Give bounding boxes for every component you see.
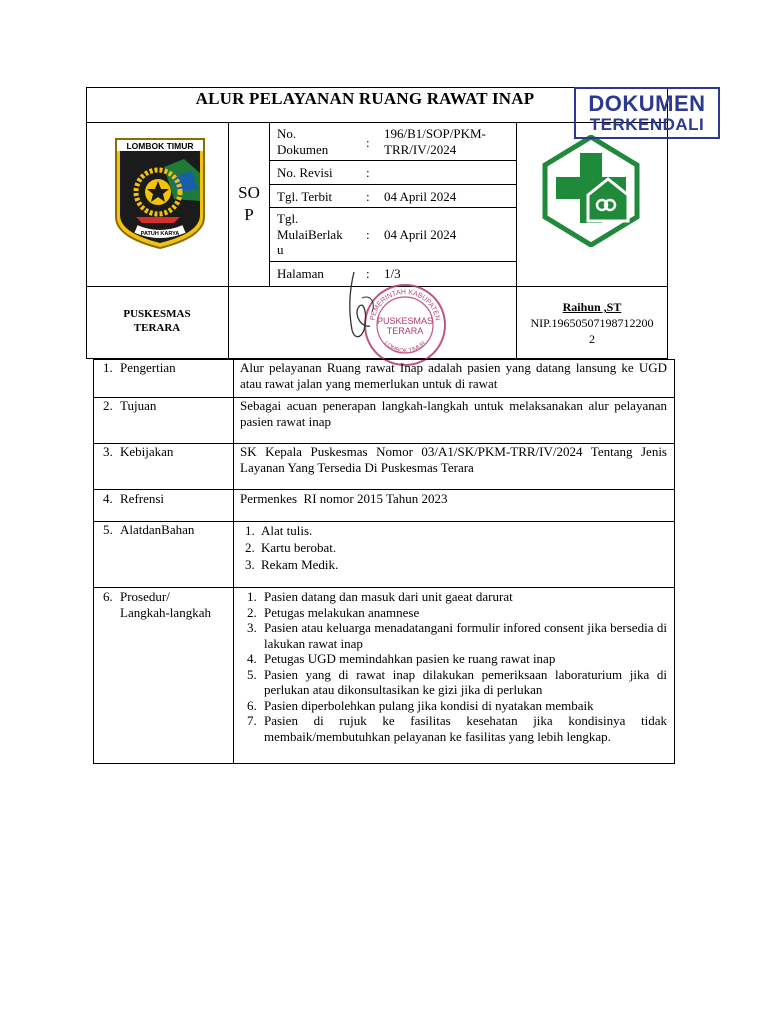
signer-nip: NIP.19650507198712200 <box>530 316 654 330</box>
meta-sep: : <box>366 189 370 204</box>
section-label-kebijakan: Kebijakan <box>120 444 174 459</box>
meta-label-tgl-terbit: Tgl. Terbit <box>277 189 333 204</box>
dokumen-terkendali-stamp: DOKUMEN TERKENDALI <box>574 87 720 139</box>
section-text-pengertian: Alur pelayanan Ruang rawat Inap adalah pasien yang datang lansung ke UGD atau rawat jalan yang memerlukan untuk di rawat <box>240 360 667 391</box>
section-number: 5. <box>103 522 113 537</box>
organization-name: PUSKESMAS TERARA <box>123 308 191 334</box>
meta-label-halaman: Halaman <box>277 266 324 281</box>
meta-label-tgl-mulai-berlaku: Tgl. MulaiBerlak u <box>277 211 343 257</box>
meta-label-no-dokumen: No. Dokumen <box>277 126 329 157</box>
sop-label: SO P <box>238 183 260 224</box>
list-item: 1. Alat tulis. <box>258 522 667 539</box>
section-label-tujuan: Tujuan <box>120 398 157 413</box>
list-item: 2. Petugas melakukan anamnese <box>260 605 667 621</box>
puskesmas-cross-logo-icon <box>542 135 640 247</box>
section-label-alat: AlatdanBahan <box>120 522 195 537</box>
meta-value-tgl-mulai-berlaku: 04 April 2024 <box>384 227 457 242</box>
signer-block: Raihun ,ST NIP.19650507198712200 2 <box>516 299 668 347</box>
section-text-refrensi: Permenkes RI nomor 2015 Tahun 2023 <box>240 491 448 506</box>
regency-emblem-icon <box>114 137 206 250</box>
alat-list <box>240 522 667 573</box>
list-item: 4. Petugas UGD memindahkan pasien ke ruang rawat inap <box>260 651 667 667</box>
list-item: 7. Pasien di rujuk ke fasilitas kesehatan jika kondisinya tidak membaik/membutuhkan pelayanan ke fasilitas yang lebih lengkap. <box>260 713 667 744</box>
section-label-refrensi: Refrensi <box>120 491 165 506</box>
list-item: 3. Rekam Medik. <box>258 556 667 573</box>
svg-text:LOMBOK TIMUR: LOMBOK TIMUR <box>382 340 428 355</box>
meta-sep: : <box>366 135 370 150</box>
list-item: 1. Pasien datang dan masuk dari unit gaeat darurat <box>260 589 667 605</box>
section-number: 1. <box>103 360 113 375</box>
list-item: 3. Pasien atau keluarga menadatangani formulir infored consent jika bersedia di lakukan rawat inap <box>260 620 667 651</box>
list-item: 2. Kartu berobat. <box>258 539 667 556</box>
emblem-top-text: LOMBOK TIMUR <box>126 141 194 151</box>
svg-text:PEMERINTAH KABUPATEN: PEMERINTAH KABUPATEN <box>369 288 441 322</box>
list-item: 5. Pasien yang di rawat inap dilakukan pemeriksaan laboraturium jika di perlukan atau dikonsultasikan ke gizi jika di perlukan <box>260 667 667 698</box>
svg-text:TERARA: TERARA <box>386 326 424 336</box>
meta-sep: : <box>366 165 370 180</box>
section-number: 2. <box>103 398 113 413</box>
section-number: 3. <box>103 444 113 459</box>
meta-sep: : <box>366 266 370 281</box>
section-text-tujuan: Sebagai acuan penerapan langkah-langkah untuk melaksanakan alur pelayanan pasien rawat inap <box>240 398 667 429</box>
meta-value-tgl-terbit: 04 April 2024 <box>384 189 457 204</box>
list-item: 6. Pasien diperbolehkan pulang jika kondisi di nyatakan membaik <box>260 698 667 714</box>
meta-value-halaman: 1/3 <box>384 266 401 281</box>
meta-label-no-revisi: No. Revisi <box>277 165 333 180</box>
section-label-pengertian: Pengertian <box>120 360 176 375</box>
section-text-kebijakan: SK Kepala Puskesmas Nomor 03/A1/SK/PKM-TRR/IV/2024 Tentang Jenis Layanan Yang Tersedia Di Puskesmas Terara <box>240 444 667 475</box>
signer-name: Raihun ,ST <box>562 300 622 314</box>
section-number: 4. <box>103 491 113 506</box>
section-label-prosedur: Prosedur/ Langkah-langkah <box>120 589 211 620</box>
section-number: 6. <box>103 589 113 604</box>
document-title: ALUR PELAYANAN RUANG RAWAT INAP <box>195 89 535 108</box>
emblem-bottom-text: PATUH KARYA <box>140 231 180 237</box>
svg-text:PUSKESMAS: PUSKESMAS <box>376 316 434 326</box>
meta-sep: : <box>366 227 370 242</box>
meta-value-no-dokumen: 196/B1/SOP/PKM- TRR/IV/2024 <box>384 126 486 157</box>
signature-icon <box>340 268 400 348</box>
prosedur-steps <box>236 589 667 744</box>
